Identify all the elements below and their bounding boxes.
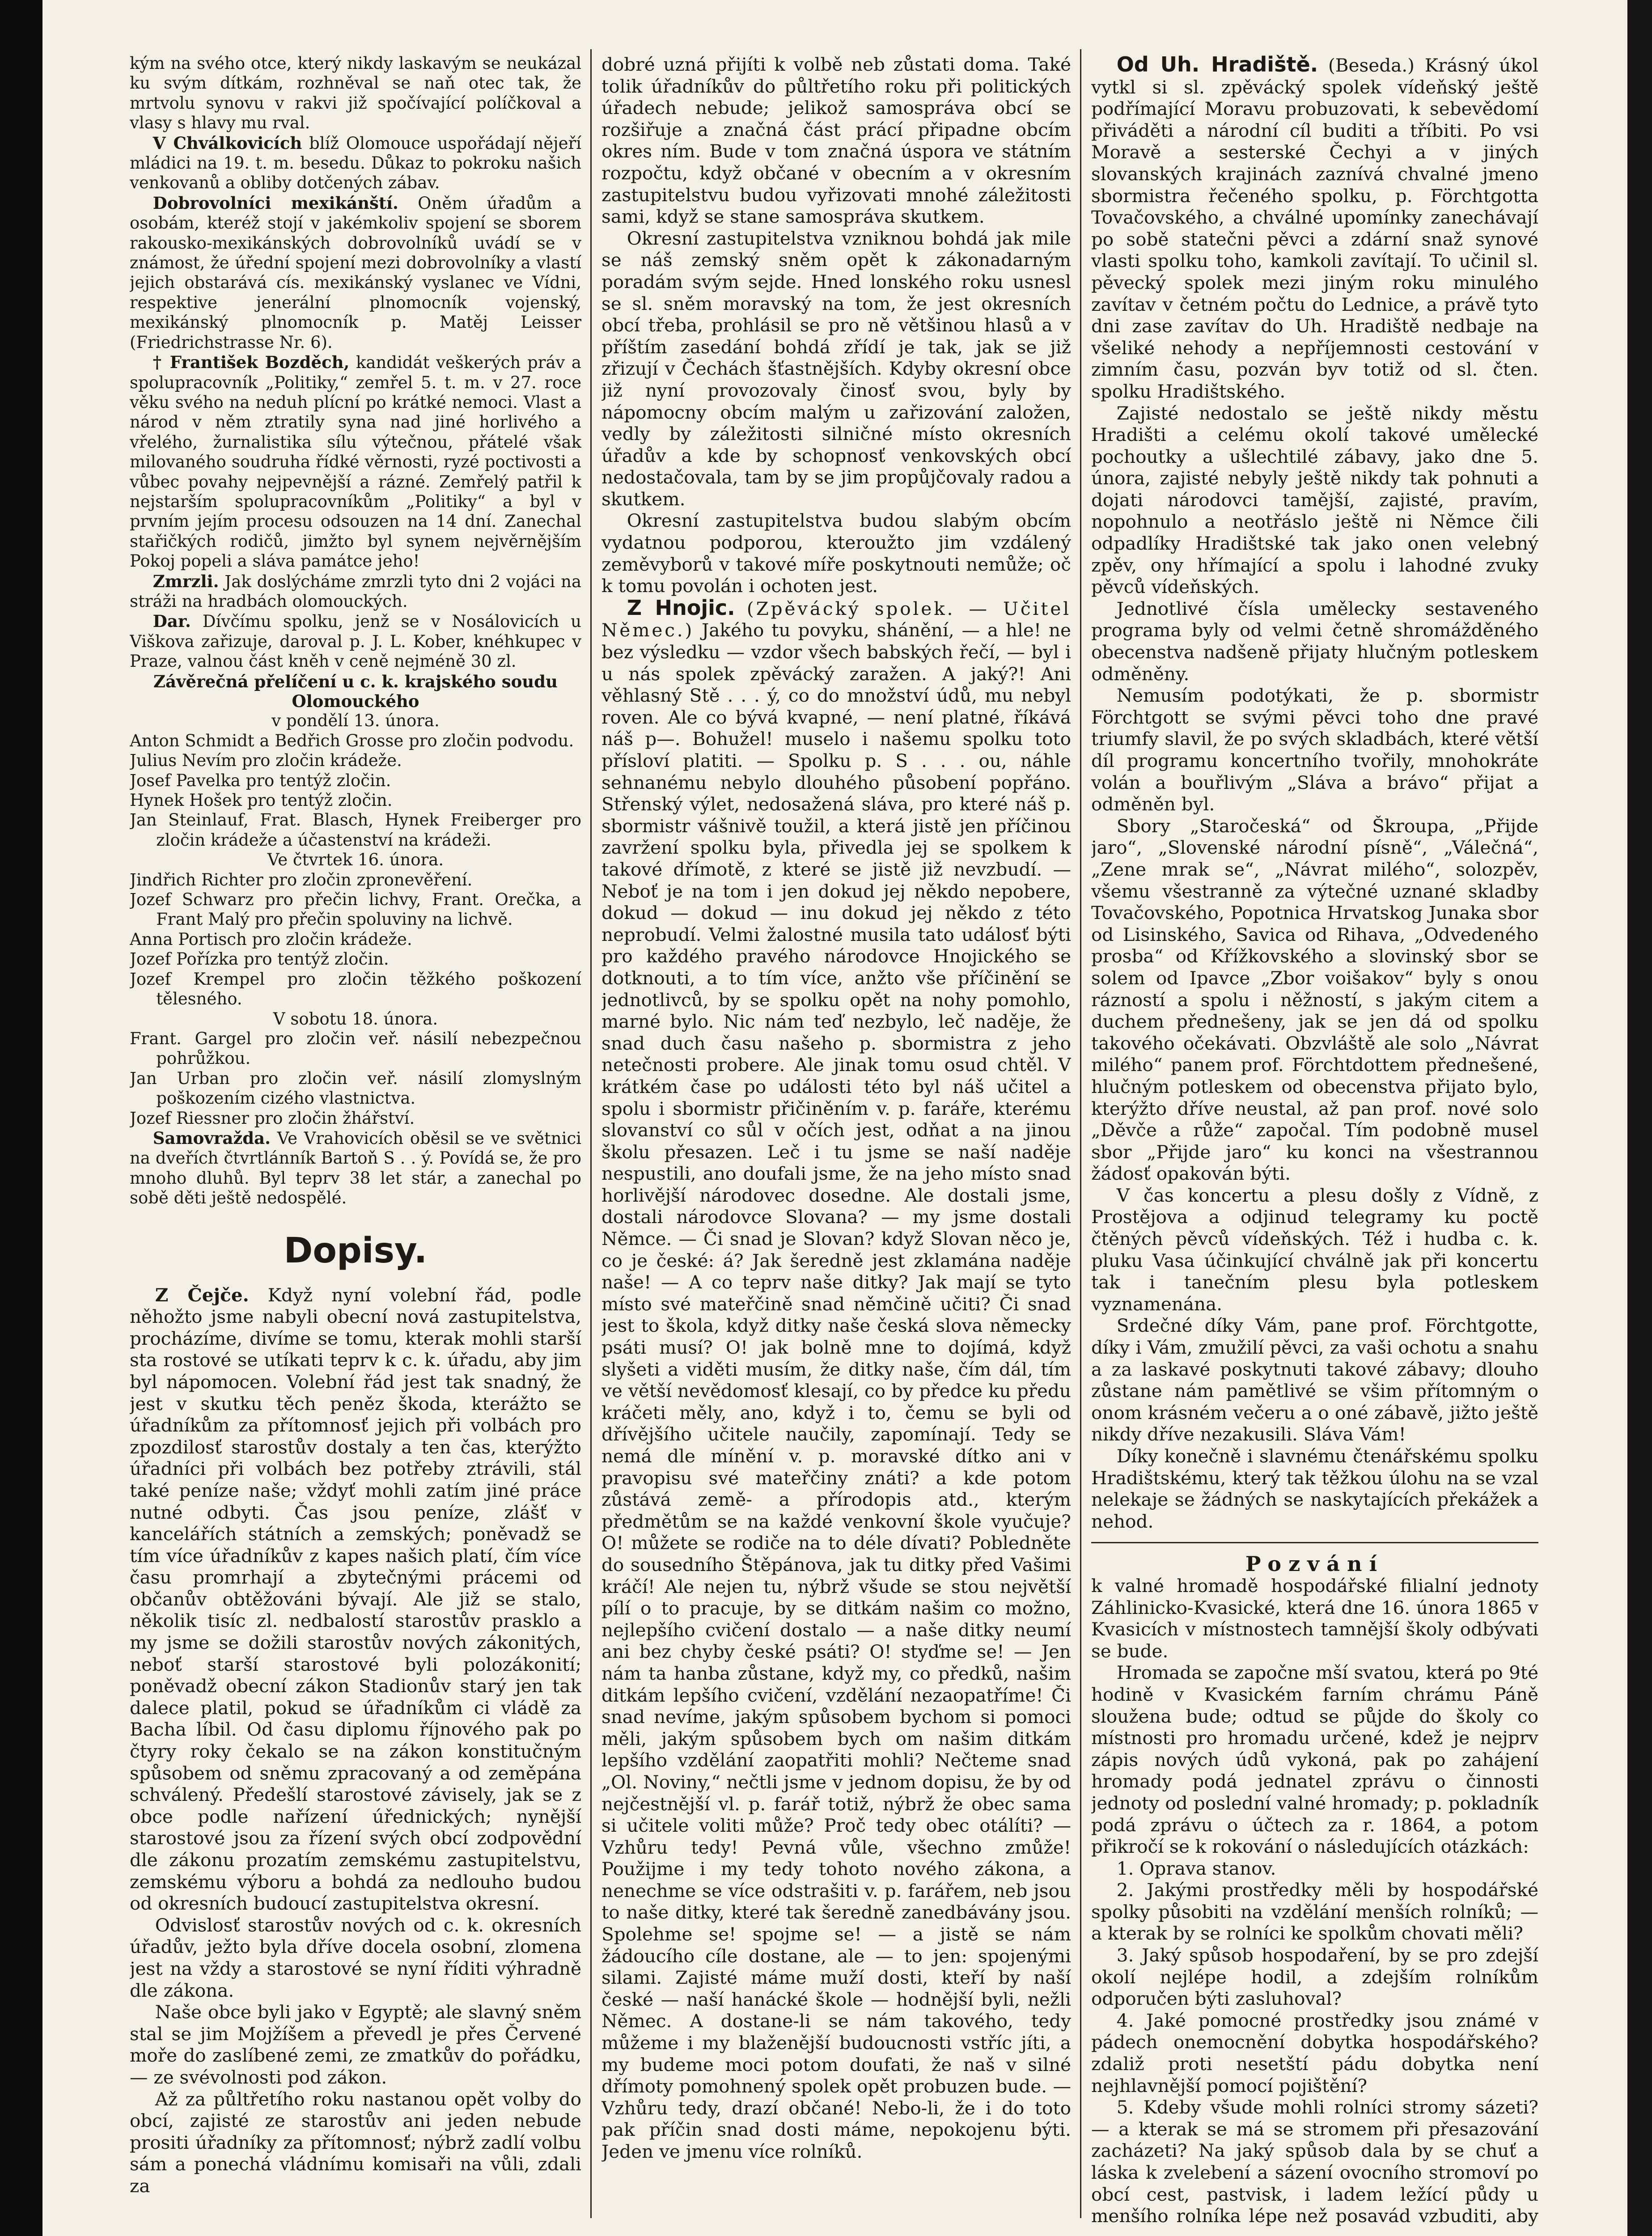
letter-paragraph [130,1284,581,1914]
letter-paragraph [601,597,1071,2163]
letter-lead: Z Hnojic. [627,595,735,620]
agenda-question: 5. Kdeby všude mohli rolníci stromy sázeti? — a kterak se má se stromem při přesazování zacházeti? Na jaký spůsob dala by se chuť a láska k zvelebení a sázení ovocního stromoví po obcí cest, pastvisk, i ladem ležící půdy u menšího rolníka lépe než posavád vzbuditi, aby [1091,2096,1538,2227]
section-divider [1091,1542,1538,1543]
letter-subtitle: (Zpěvácký spolek. — Učitel Němec.) [601,597,1071,641]
court-entry: Julius Nevím pro zločin krádeže. [130,751,402,771]
item-lead: Samovražda. [152,1128,271,1148]
letter-paragraph: Nemusím podotýkati, že p. sbormistr Förchtgott se svými pěvci toho dne pravé triumfy slavil, že po svých skladbách, které větší díl programu koncertního tvořily, mnohokráte volán a bouřlivým „Sláva a brávo“ přijat a odměněn byl. [1091,685,1538,815]
letter-paragraph: V čas koncertu a plesu došly z Vídně, z Prostějova a odjinud telegramy ku poctě čtěných pěvců vídeňských. Též i hudba c. k. pluku Vasa účinkující chválně jak při koncertu tak i tanečním plesu byla potleskem vyznamenána. [1091,1184,1538,1315]
court-heading: Závěrečná přelíčení u c. k. krajského soudu Olomouckého [153,671,558,711]
news-item [130,611,581,671]
court-list [130,731,581,850]
item-lead: Zmrzli. [152,571,219,591]
letter-text: Když nyní volební řád, podle něhožto jsme nabyli obecní nová zastupitelstva, procházíme, divíme se tomu, kterak mohli starší sta rostové se utíkati teprv k c. k. úřadu, aby jim byl nápomocen. Volební řád jest tak snadný, že jest v skutku těch peněz škoda, kterážto se úřadníkům za přítomnosť jejich při volbách pro zpozdilosť starostův dostaly a ten čas, kterýžto úřadníci při volbách bez potřeby ztrávili, stál také peníze naše; vždyť mohli zatím jiné práce nutné odbyti. Čas jsou peníze, zlášť v kancelářích státních a zemských; poněvadž se tím více úřadníkův z kapes našich platí, čím více času promrhají a zbytečnými prácemi od občanův obtěžováni bývají. Ale již se stalo, několik tisíc zl. nedbalostí starostův prasklo a my jsme se dožili starostův nových zákonitých, neboť starší starostové byli polozákonití; poněvadž obecní zákon Stadionův starý jen tak dalece platil, pokud se úřadníkům ci vládě za Bacha líbil. Od času diplomu říjnového pak po čtyry roky čekalo se na zákon konstitučným spůsobem od sněmu zpracovaný a od zeměpána schválený. Předešlí starostové závisely, jak se z obce podle nařízení úřednických; nynější starostové jsou za řízení svých obcí zodpovědní dle zákonu prozatím zemskému zastupitelstvu, zemskému výboru a bohdá za nedlouho budou od okresních budoucí zastupitelstva okresní. [130,1284,581,1914]
agenda-question: 4. Jaké pomocné prostředky jsou známé v pádech onemocnění dobytka hospodářského? zdaliž proti nesetští pádu dobytka není nejhlavnější pomocí pojištění? [1091,2009,1538,2096]
column-middle [601,54,1071,2227]
agenda-question: 1. Oprava stanov. [1116,1857,1276,1879]
court-list [130,1029,581,1128]
letter-text: Krásný úkol vytkl si sl. zpěvácký spolek vídeňský ještě podřímající Moravu probuzovati, k sebevědomí přiváděti a národní cíl buditi a tříbiti. Po vsi Moravě a sesterské Čechyi a v jiných slovanských krajinách zaznívá chvalné jmeno sbormistra řečeného spolku, p. Förchtgotta Tovačovského, a chválné upomínky zanechávají po sobě statečni pěvci a zdární snaž synové vlasti spolku toho, kamkoli zavítají. To učinil sl. pěvecký spolek mezi jiným roku minulého zavítav v četném počtu do Lednice, a právě tyto dni zase zavítav do Uh. Hradiště nedbaje na všeliké nehody a nepříjemnosti cestování v zimním času, pozván byv totiž od sl. čten. spolku Hradištského. [1091,55,1538,402]
item-text: kandidát veškerých práv a spolupracovník „Politiky,“ zemřel 5. t. m. v 27. roce věku svého na neduh plícní po krátké nemoci. Vlast a národ v něm ztratily syna nad jiné horlivého a vřelého, žurnalistika sílu výtečnou, přátelé však milovaného soudruha řídké věrnosti, ryzé poctivosti a vůbec povahy nejpevnější a rázné. Zemřelý patřil k nejstarším spolupracovníkům „Politiky“ a byl v prvním jejím procesu odsouzen na 14 dní. Zanechal stařičkých rodičů, jimžto byl synem nejvěrnějším Pokoj popeli a sláva památce jeho! [130,353,581,571]
item-text: blíž Olomouce uspořádají nějeří mládici na 19. t. m. besedu. Důkaz to pokroku našich venkovanů a obliby dotčených zábav. [130,133,581,193]
letter-paragraph: Jednotlivé čísla umělecky sestaveného programa byly od velmi četně shromážděného obecenstva nadšeně přijaty hlučným potleskem odměněny. [1091,597,1538,685]
item-lead: † František Bozděch, [152,352,350,373]
letter-paragraph: Okresní zastupitelstva vzniknou bohdá jak mile se náš zemský sněm opět k zákonadarným poradám svým sejde. Hned lonského roku usnesl se sl. sněm moravský na tom, že jest okresních obcí třeba, prohlásil se pro ně většinou hlasů a v příštím zasedání bohdá zřídí je tak, jak se již zřizují v Čechách šťastnějších. Kdyby okresní obce již nyní provozovaly činosť svou, byly by nápomocny obcím malým u zařizování založen, vedly by záležitosti silničné místo okresních úřadův a kde by schopnosť venkovských obcí nedostačovala, tam by se jim propůjčovaly radou a skutkem. [601,227,1071,510]
court-entry: Jindřich Richter pro zločin zpronevěření. [130,870,473,889]
court-entry: Jozef Riessner pro zločin žhářství. [130,1108,415,1128]
column-rule [590,49,592,2218]
item-text: Oněm úřadům a osobám, kteréž stojí v jakémkoliv spojení se sborem rakousko-mexikánských dobrovolníků uvádí se v známost, že úřední spojení mezi dobrovolníky a vlastí jejich obstarává cís. mexikánský vyslanec ve Vídni, respektive jenerální plnomocník vojenský, mexikánský plnomocník p. Matěj Leisser (Friedrichstrasse Nr. 6). [130,193,581,352]
court-list [130,870,581,1009]
news-item [130,133,581,193]
court-entry: Anna Portisch pro zločin krádeže. [130,929,412,949]
item-lead: V Chválkovicích [152,133,302,153]
court-entry: Jan Steinlauf, Frat. Blasch, Hynek Freiberger pro zločin krádeže a účastenství na krádeži. [130,810,581,850]
letter-paragraph: Až za půltřetího roku nastanou opět volby do obcí, zajisté ze starostův ani jeden nebude prositi úřadníky za přítomnosť; nýbrž zadlí volbu sám a ponechá vládnímu komisaři na vůli, zdali za [130,2088,581,2197]
invitation-paragraph: Hromada se započne mší svatou, která po 9té hodině v Kvasickém farním chrámu Páně sloužena bude; odtud se půjde do školy co místnosti pro hromadu určené, kdež je nejprv zápis nových údů vykoná, pak po zahájení hromady podá jednatel zprávu o činnosti jednoty od poslední valné hromady; p. pokladník podá zprávu o účtech za r. 1864, a potom přikročí se k rokování o následujících otázkách: [1091,1662,1538,1858]
section-heading-dopisy: Dopisy. [284,1230,428,1271]
letter-paragraph: Díky konečně i slavnému čtenářskému spolku Hradištskému, který tak těžkou úlohu na se vzal nelekaje se žádných se naskytajících překážek a nehod. [1091,1445,1538,1532]
court-day: v pondělí 13. února. [271,711,440,731]
section-heading-pozvani: Pozvání [1245,1552,1385,1576]
court-entry: Hynek Hošek pro tentýž zločin. [130,791,393,810]
news-item [130,193,581,352]
item-text: Dívčímu spolku, jenž se v Nosálovicích u Viškova zařizuje, daroval p. J. L. Kober, knéhkupec v Praze, valnou část kněh v ceně nejméně 30 zl. [130,612,581,671]
letter-paragraph: Naše obce byli jako v Egyptě; ale slavný sněm stal se jim Mojžíšem a převedl je přes Červené moře do zaslíbené zemi, ze zmatkův do pořádku, — ze svévolnosti pod zákon. [130,2001,581,2088]
court-entry: Jozef Krempel pro zločin těžkého poškození tělesného. [130,969,581,1009]
agenda-question: 2. Jakými prostředky měli by hospodářské spolky působiti na vzdělání menších rolníků; — a kterak by se rolníci ke spolkům chovati měli? [1091,1879,1538,1944]
letter-paragraph: dobré uzná přijíti k volbě neb zůstati doma. Také tolik úřadníkův do půltřetího roku při politických úřadech nebude; jelikož samospráva obcí se rozšiřuje a značná část prácí připadne obcím okres ním. Bude v tom značná úspora ve státním rozpočtu, když občané v obecním a v okresním zastupitelstvu budou vyřizovati mnohé záležitosti sami, když se stane samospráva skutkem. [601,54,1071,228]
agenda-question: 3. Jaký spůsob hospodaření, by se pro zdejší okolí nejlépe hodil, a zdejším rolníkům odporučen býti zasluhoval? [1091,1944,1538,2010]
letter-text: Jakého tu povyku, shánění, — a hle! ne bez výsledku — vzdor všech babských řečí, — byl i u nás spolek zpěvácký zaražen. A jaký?! Ani věhlasný Stě . . . ý, co do množství údů, mu nebyl roven. Ale co bývá kvapné, — není platné, říkává náš p—. Bohužel! muselo i našemu spolku toto přísloví platiti. — Spolku p. S . . . ou, náhle sehnanému nebylo dlouhého působení popřáno. Střenský výlet, nedosažená sláva, pro které náš p. sbormistr vášnivě toužil, a která jistě jen příčinou zavržení spolku byla, přivedla jej se spolkem k takové dřímotě, z které se jistě již nevzbudí. — Neboť je na tom i jen dokud jej někdo nepobere, dokud — dokud — inu dokud jej někdo z této neprobudí. Velmi žalostné musila tato událosť býti pro každého pravého národovce Hnojického se dotknouti, a to tím více, anžto vše příčinění se jednotlivců, by se spolku opět na nohy pomohlo, marné bylo. Nic nám teď nezbylo, leč naděje, že snad duch času našeho p. sbormistra z jeho netečnosti probere. Ale jinak tomu osud chtěl. V krátkém čase po události této byl náš učitel a spolu i sbormistr přičiněním v. p. faráře, kterému slovanství co sůl v očích jest, odňat a na jinou školu přesazen. Leč i tu jsme se naší naděje nespustili, ano doufali jsme, že na jeho místo snad horlivější národovec dosedne. Ale dostali jsme, dostali národovce Slovana? — my jsme dostali Němce. — Či snad je Slovan? když Slovan něco je, co je české: á? Jak šeredně jest zklamána naděje naše! — A co teprv naše ditky? Jak mají se tyto místo své mateřčině snad němčině učiti? Či snad jest to škola, když ditky naše česká slova německy psáti musí? O! jak bolně mne to dojímá, když slyšeti a viděti musím, že ditky naše, čím dál, tím ve větší nevědomosť klesají, co by předce ku předu kráčeti měly, ano, když i to, čemu se byli od dřívějšího učitele naučily, zapomínají. Tedy se nemá dle mínění v. p. moravské dítko ani v pravopisu své mateřčiny znáti? a kde potom zůstává země- a přírodopis atd., kterým předmětům se na každé venkovní škole vyučuje? O! můžete se rodiče na to déle dívati? Pobledněte do sousedního Štěpánova, jak tu ditky před Vašimi kráčí! Ale nejen tu, nýbrž všude se stou největší pílí o to pracuje, by se ditkám našim co možno, nejlepšího cvičení dostalo — a naše ditky neumí ani bez chyby české psáti? O! styďme se! — Jen nám ta hanba zůstane, když my, co předků, našim ditkám lepšího cvičení, vzdělání nezaopatříme! Či snad nevíme, jakým spůsobem bychom si pomoci měli, jakým spůsobem bych om našim ditkám lepšího vzdělání zaopatřiti mohli? Nečteme snad „Ol. Noviny,“ nečtli jsme v jednom dopisu, že by od nejčestnější vl. p. farář totiž, nýbrž že obec sama si učitele voliti může? Proč tedy obec otálíti? — Vzhůru tedy! Pevná vůle, všechno zmůže! Použijme i my tedy tohoto nového zákona, a nenechme se více odstrašiti v. p. farářem, neb jsou to naše ditky, které tak šeredně zanedbávány jsou. Spolehme se! spojme se! — a jistě se nám žádoucího cíle dostane, ale — to jen: spojenými silami. Zajisté máme muží dosti, kteří by naší české — naší hanácké škole — hodnější byli, nežli Němec. A dostane-li se nám takového, tedy můžeme i my blaženější budoucnosti vstříc jíti, a my budeme moci potom doufati, že naš v silné dřímoty pomohnený spolek opět probuzen bude. — Vzhůru tedy, drazí občané! Nebo-li, že i do toto pak příčin snad dosti máme, nepokojenu býti. Jeden ve jmenu více rolníků. [601,619,1071,2162]
court-entry: Jozef Pořízka pro tentýž zločin. [130,949,389,969]
letter-paragraph [1091,54,1538,402]
letter-lead: Od Uh. Hradiště. [1116,54,1318,76]
court-entry: Jozef Schwarz pro přečin lichvy, Frant. Orečka, a Frant Malý pro přečin spoluviny na lichvě. [130,890,581,929]
item-lead: Dar. [152,611,191,631]
letter-subtitle: (Beseda.) [1328,55,1415,76]
letter-paragraph: Srdečné díky Vám, pane prof. Förchtgotte, díky i Vám, zmužilí pěvci, za vaši ochotu a snahu a za laskavé poskytnuti takové zábavy; dlouho zůstane nám pamětlivé se všim přítomným o onom krásném večeru a o oné zábavě, jižto ještě nikdy dříve nezakusili. Sláva Vám! [1091,1315,1538,1445]
court-day: Ve čtvrtek 16. února. [267,850,444,870]
column-left [130,54,581,2227]
court-entry: Frant. Gargel pro zločin veř. násilí nebezpečnou pohrůžkou. [130,1029,581,1068]
letter-paragraph: Odvislosť starostův nových od c. k. okresních úřadův, ježto byla dříve docela osobní, zlomena jest na vždy a starostové se nyní říditi výhradně dle zákona. [130,1914,581,2001]
item-text: Ve Vrahovicích oběsil se ve světnici na dveřích čtvrtlánník Bartoň S . . ý. Povídá se, že pro mnoho dluhů. Byl teprv 38 let stár, a zanechal po sobě děti ještě nedospělé. [130,1128,581,1208]
scan-border-left [0,0,42,2236]
court-day: V sobotu 18. února. [273,1009,438,1029]
court-entry: Anton Schmidt a Bedřich Grosse pro zločin podvodu. [130,731,574,750]
court-entry: Josef Pavelka pro tentýž zločin. [130,771,391,790]
invitation-paragraph: k valné hromadě hospodářské filialní jednoty Záhlinicko-Kvasické, která dne 16. února 1865 v Kvasicích v místnostech tamnější školy odbývati se bude. [1091,1575,1538,1662]
letter-paragraph: Sbory „Staročeská“ od Škroupa, „Přijde jaro“, „Slovenské národní písně“, „Válečná“, „Zene mrak se“, „Návrat milého“, solozpěv, všemu všestranně za výtečné uznané skladby Tovačovského, Popotnica Hrvatskog Junaka sbor od Lisinského, Savica od Rihava, „Odvedeného prosba“ od Křížkovského a slovinský sbor se solem od Ipavce „Zbor voišakov“ byly s onou rázností a spolu i něžností, s jakým citem a duchem přednešeny, jak se jen dá od spolku takového očekávati. Obzvláště ale solo „Návrat milého“ panem prof. Förchtdottem přednešené, hlučným potleskem od obecenstva přijato bylo, kterýžto dříve neustal, až pan prof. nové solo „Děvče a růže“ započal. Tím podobně musel sbor „Přijde jaro“ ku konci na všestrannou žádosť opakován býti. [1091,815,1538,1185]
letter-paragraph: Zajisté nedostalo se ještě nikdy městu Hradišti a celému okolí takové umělecké pochoutky a ušlechtilé zábavy, jako dne 5. února, zajisté nebyly ještě nikdy tak pohnuti a dojati národovci tamější, zajisté, pravím, nopohnulo a neotřáslo ještě ni Němce čili odpadlíky Hradištské tak jako onen velebný zpěv, ony hřímající a spolu i lahodné zvuky pěvců vídeňských. [1091,402,1538,598]
scan-border-right [1627,0,1652,2236]
column-rule [1080,49,1081,2218]
news-item [130,572,581,612]
news-item [130,352,581,571]
item-lead: Dobrovolníci mexikánští. [152,193,398,213]
news-item [130,1128,581,1208]
court-entry: Jan Urban pro zločin veř. násilí zlomyslným poškozením cizého vlastnictva. [130,1068,581,1108]
letter-lead: Z Čejče. [155,1284,249,1306]
column-right [1091,54,1538,2227]
item-text: Jak doslýcháme zmrzli tyto dni 2 vojáci na stráži na hradbách olomouckých. [130,572,581,611]
news-item: kým na svého otce, který nikdy laskavým se neukázal ku svým dítkám, rozhněval se naň otec tak, že mrtvolu synovu v rakvi již spočívající políčkoval a vlasy s hlavy mu rval. [130,54,581,133]
letter-paragraph: Okresní zastupitelstva budou slabým obcím vydatnou podporou, kteroužto jim vzdálený zeměvyborů v takové míře poskytnouti nemůže; oč k tomu povolán i ochoten jest. [601,510,1071,597]
